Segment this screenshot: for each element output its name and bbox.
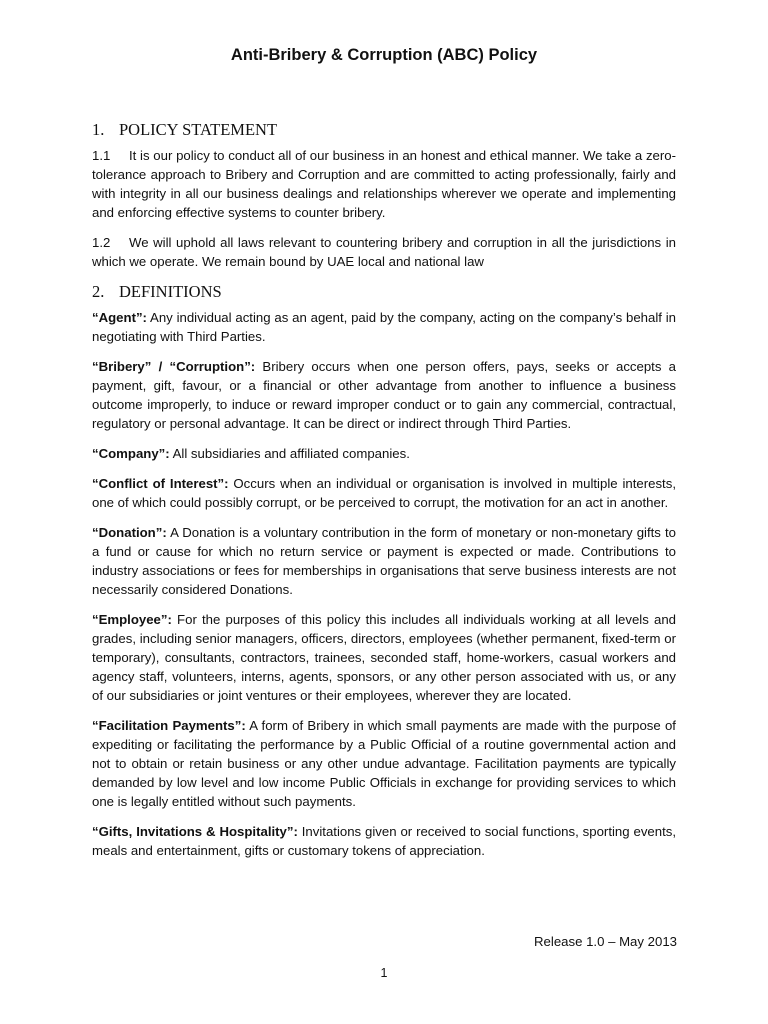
definition-conflict-of-interest xyxy=(92,474,676,512)
document-body xyxy=(92,120,676,871)
release-info: Release 1.0 – May 2013 xyxy=(534,934,677,949)
definition-bribery-corruption xyxy=(92,357,676,433)
paragraph-text: It is our policy to conduct all of our business in an honest and ethical manner. We take a zero-tolerance approach to Bribery and Corruption and are committed to acting professionally, fairly and with integrity in all our business dealings and relationships wherever we operate and implementing and enforcing effective systems to counter bribery. xyxy=(92,148,676,220)
definition-text: Any individual acting as an agent, paid by the company, acting on the company’s behalf in negotiating with Third Parties. xyxy=(92,310,676,344)
definition-text: A Donation is a voluntary contribution in the form of monetary or non-monetary gifts to a fund or cause for which no return service or payment is expected or made. Contributions to industry associations or fees for memberships in organisations that serve business interests are not necessarily considered Donations. xyxy=(92,525,676,597)
section-title: DEFINITIONS xyxy=(119,282,222,301)
definition-facilitation-payments xyxy=(92,716,676,811)
paragraph-1-2 xyxy=(92,233,676,271)
definition-term: “Agent”: xyxy=(92,310,147,325)
definition-text: All subsidiaries and affiliated companies. xyxy=(169,446,410,461)
definition-term: “Facilitation Payments”: xyxy=(92,718,246,733)
definition-term: “Bribery” / “Corruption”: xyxy=(92,359,256,374)
section-heading-policy-statement xyxy=(92,120,676,140)
section-title: POLICY STATEMENT xyxy=(119,120,278,139)
paragraph-text: We will uphold all laws relevant to countering bribery and corruption in all the jurisdictions in which we operate. We remain bound by UAE local and national law xyxy=(92,235,676,269)
section-heading-definitions xyxy=(92,282,676,302)
definition-text: Invitations given or received to social functions, sporting events, meals and entertainment, gifts or customary tokens of appreciation. xyxy=(92,824,677,858)
definition-term: “Employee”: xyxy=(92,612,172,627)
page-title: Anti-Bribery & Corruption (ABC) Policy xyxy=(230,46,538,64)
paragraph-1-1 xyxy=(92,146,676,222)
definition-term: “Gifts, Invitations & Hospitality”: xyxy=(92,824,298,839)
definition-term: “Conflict of Interest”: xyxy=(92,476,229,491)
definition-term: “Donation”: xyxy=(92,525,167,540)
definition-text: Bribery occurs when one person offers, pays, seeks or accepts a payment, gift, favour, or a financial or other advantage from another to influence a business outcome improperly, to induce or reward improper conduct or to gain any commercial, contractual, regulatory or personal advantage. It can be direct or indirect through Third Parties. xyxy=(92,359,677,431)
definition-donation xyxy=(92,523,676,599)
paragraph-number: 1.2 xyxy=(92,235,111,250)
section-number: 2. xyxy=(92,282,105,301)
definition-text: Occurs when an individual or organisation is involved in multiple interests, one of which could possibly corrupt, or be perceived to corrupt, the motivation for an act in another. xyxy=(92,476,676,510)
definition-text: For the purposes of this policy this includes all individuals working at all levels and grades, including senior managers, officers, directors, employees (whether permanent, fixed-term or temporary), consultants, contractors, trainees, seconded staff, home-workers, casual workers and agency staff, volunteers, interns, agents, sponsors, or any other person associated with us, or any of our subsidiaries or joint ventures or their employees, wherever they are located. xyxy=(92,612,676,703)
page-number: 1 xyxy=(380,966,388,980)
paragraph-number: 1.1 xyxy=(92,148,111,163)
definition-company xyxy=(92,444,676,463)
definition-employee xyxy=(92,610,676,705)
definition-term: “Company”: xyxy=(92,446,170,461)
definition-text: A form of Bribery in which small payments are made with the purpose of expediting or facilitating the performance by a Public Official of a routine governmental action and not to obtain or retain business or any other undue advantage. Facilitation payments are typically demanded by low level and low income Public Officials in exchange for providing services to which one is legally entitled without such payments. xyxy=(92,718,676,809)
definition-gifts-invitations-hospitality xyxy=(92,822,676,860)
definition-agent xyxy=(92,308,676,346)
section-number: 1. xyxy=(92,120,105,139)
